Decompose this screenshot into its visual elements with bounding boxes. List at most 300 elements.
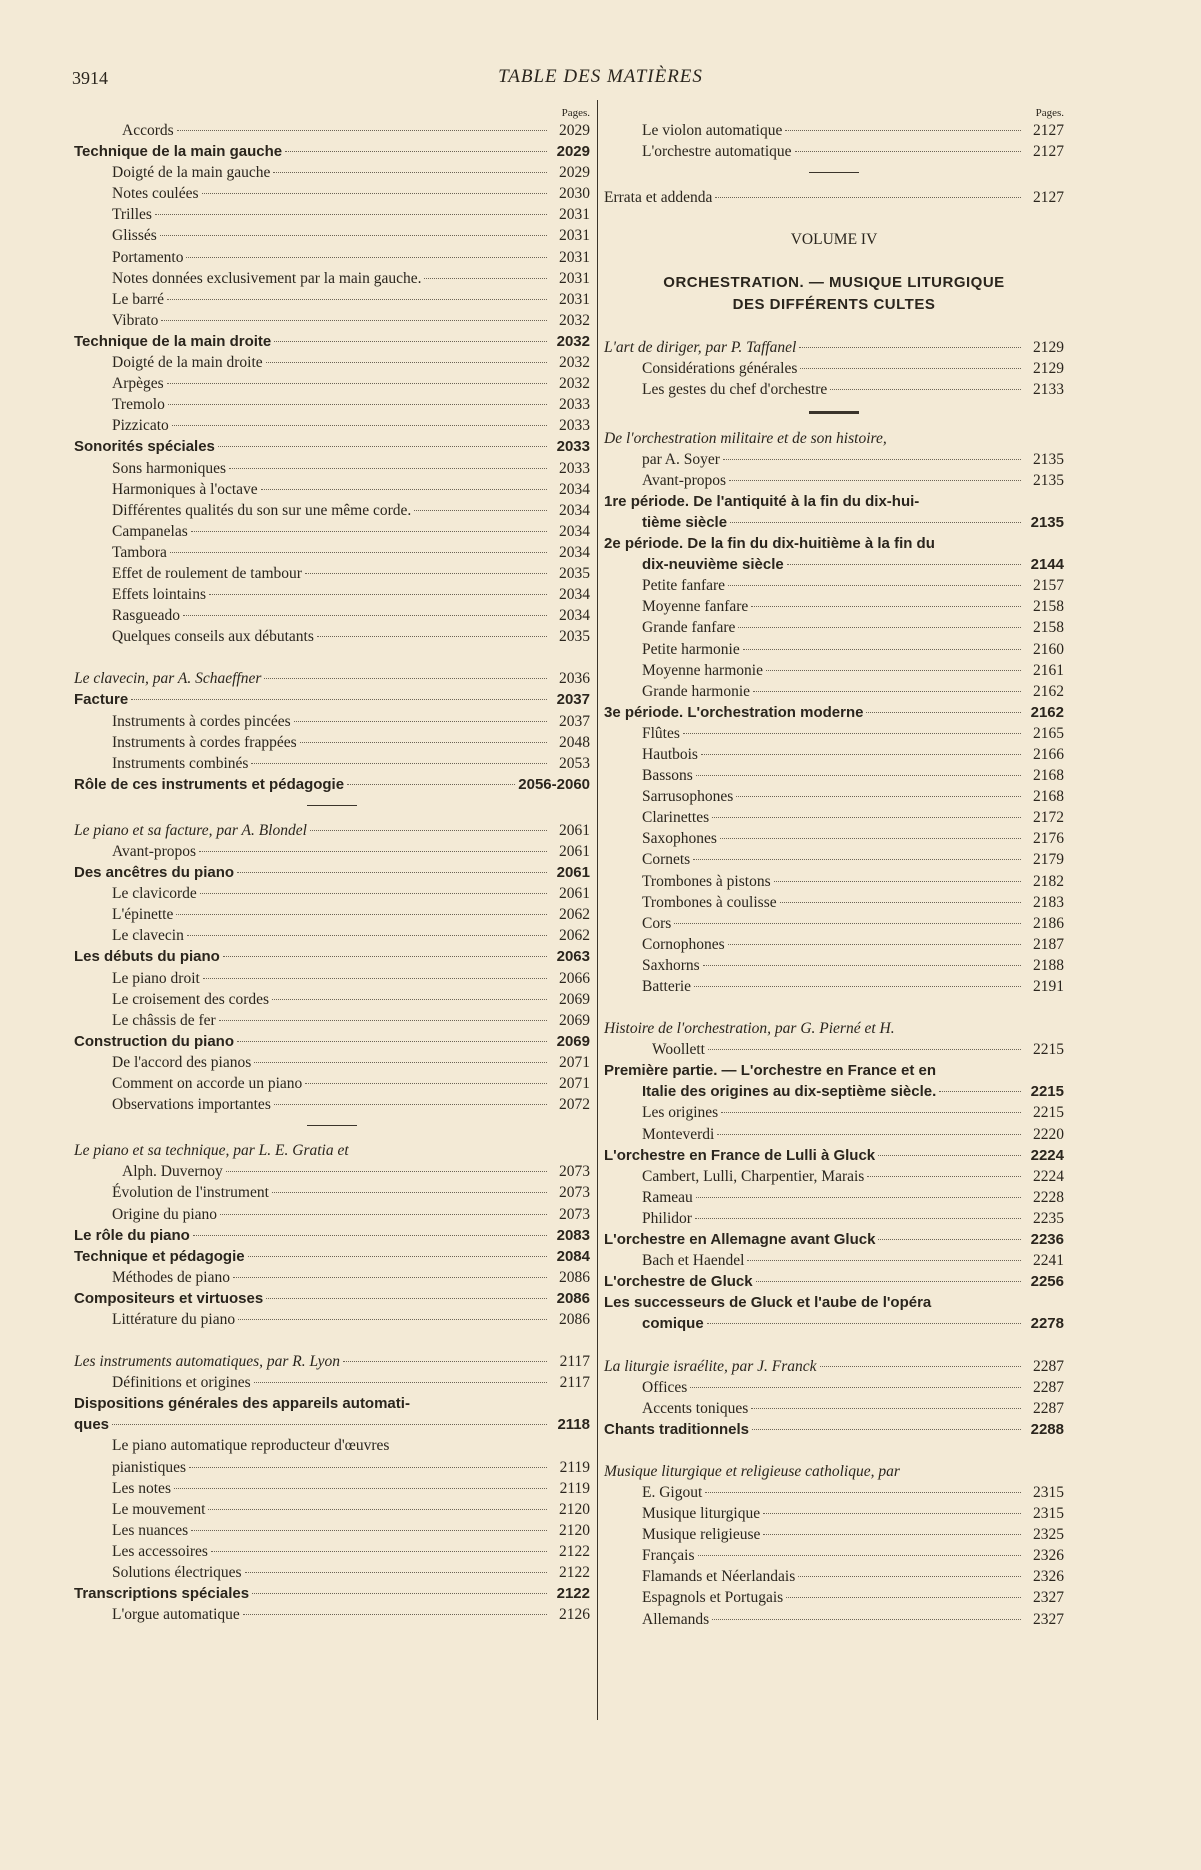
toc-entry: [74, 1562, 590, 1583]
entry-title: Saxhorns: [642, 956, 700, 974]
entry-page: 2083: [556, 1226, 590, 1244]
dot-leader: [254, 1062, 547, 1063]
entry-title: Espagnols et Portugais: [642, 1589, 784, 1607]
toc-entry: [604, 913, 1064, 934]
entry-page: 2029: [556, 143, 590, 161]
entry-page: 2162: [1033, 682, 1064, 700]
entry-page: 2037: [556, 691, 590, 709]
entry-page: 2061: [559, 885, 590, 903]
entry-title: Errata et addenda: [604, 189, 713, 207]
toc-entry-line: Les successeurs de Gluck et l'aube de l'opéra: [604, 1294, 932, 1312]
entry-page: 2063: [556, 948, 590, 966]
entry-title: Les nuances: [112, 1521, 189, 1539]
toc-entry: [604, 1250, 1064, 1271]
entry-page: 2241: [1033, 1252, 1064, 1270]
toc-entry-line: 2e période. De la fin du dix-huitième à la fin du: [604, 535, 935, 553]
entry-title: L'orgue automatique: [112, 1606, 240, 1624]
entry-page: 2287: [1033, 1399, 1064, 1417]
toc-entry: [604, 892, 1064, 913]
entry-page: 2135: [1030, 513, 1064, 531]
toc-entry: [604, 187, 1064, 208]
entry-title: Philidor: [642, 1209, 692, 1227]
entry-page: 2327: [1033, 1589, 1064, 1607]
entry-page: 2162: [1030, 703, 1064, 721]
dot-leader: [712, 817, 1021, 818]
entry-title: L'orchestre en Allemagne avant Gluck: [604, 1231, 876, 1249]
dot-leader: [751, 606, 1021, 607]
entry-page: 2086: [559, 1268, 590, 1286]
section-heading: ORCHESTRATION. — MUSIQUE LITURGIQUE: [663, 274, 1005, 292]
entry-title: Le piano et sa facture, par A. Blondel: [74, 821, 307, 839]
entry-title: Cornophones: [642, 935, 725, 953]
entry-title: Solutions électriques: [112, 1564, 242, 1581]
dot-leader: [243, 1614, 547, 1615]
toc-entry: [74, 753, 590, 774]
toc-entry: [604, 934, 1064, 955]
entry-title: Italie des origines au dix-septième siècle.: [642, 1083, 937, 1101]
dot-leader: [264, 678, 547, 679]
entry-title: 3e période. L'orchestration moderne: [604, 703, 864, 721]
entry-title: Le violon automatique: [642, 122, 783, 139]
toc-entry: [74, 1288, 590, 1309]
entry-page: 2127: [1033, 189, 1064, 207]
entry-title: Doigté de la main gauche: [112, 164, 271, 182]
dot-leader: [712, 1619, 1021, 1620]
entry-title: Le mouvement: [112, 1500, 206, 1518]
entry-title: Les instruments automatiques, par R. Lyon: [74, 1353, 341, 1371]
entry-page: 2122: [559, 1564, 590, 1581]
entry-page: 2158: [1033, 598, 1064, 616]
spacer: [604, 997, 1064, 1018]
dot-leader: [696, 775, 1021, 776]
toc-entry: [74, 841, 590, 862]
entry-page: 2165: [1033, 724, 1064, 742]
dot-leader: [112, 1424, 547, 1425]
toc-entry: [74, 394, 590, 415]
toc-entry: [74, 1478, 590, 1499]
entry-page: 2071: [559, 1053, 590, 1071]
toc-entry: [74, 1457, 590, 1478]
entry-page: 2056-2060: [518, 775, 590, 793]
entry-title: Glissés: [112, 227, 157, 245]
dot-leader: [266, 362, 547, 363]
toc-entry: [604, 1524, 1064, 1545]
spacer: [604, 1335, 1064, 1356]
dot-leader: [756, 1281, 1021, 1282]
entry-title: Construction du piano: [74, 1032, 234, 1050]
entry-title: Avant-propos: [642, 471, 727, 489]
dot-leader: [795, 151, 1021, 152]
entry-page: 2061: [556, 864, 590, 882]
dot-leader: [798, 1576, 1021, 1577]
entry-page: 2035: [559, 564, 590, 582]
dot-leader: [717, 1134, 1021, 1135]
entry-page: 2120: [559, 1521, 590, 1539]
toc-entry: [74, 774, 590, 795]
dot-leader: [200, 893, 547, 894]
entry-title: Français: [642, 1547, 695, 1565]
entry-title: Pizzicato: [112, 417, 169, 435]
dot-leader: [273, 172, 547, 173]
entry-title: Les gestes du chef d'orchestre: [642, 381, 828, 399]
entry-page: 2073: [559, 1184, 590, 1202]
toc-entry: [604, 807, 1064, 828]
section-heading: DES DIFFÉRENTS CULTES: [732, 296, 936, 314]
entry-page: 2032: [556, 332, 590, 350]
entry-page: 2158: [1033, 619, 1064, 637]
toc-entry: [604, 723, 1064, 744]
entry-title: Tambora: [112, 543, 167, 561]
dot-leader: [753, 691, 1021, 692]
entry-page: 2062: [559, 906, 590, 924]
entry-page: 2215: [1033, 1041, 1064, 1059]
entry-title: Offices: [642, 1378, 688, 1396]
toc-entry: [604, 828, 1064, 849]
dot-leader: [274, 341, 547, 342]
entry-title: Technique de la main droite: [74, 332, 272, 350]
entry-page: 2166: [1033, 745, 1064, 763]
toc-entry-line: Dispositions générales des appareils automati-: [74, 1395, 410, 1413]
dot-leader: [878, 1155, 1021, 1156]
entry-title: Hautbois: [642, 745, 698, 763]
dot-leader: [177, 130, 547, 131]
dot-leader: [414, 510, 547, 511]
toc-entry: [74, 204, 590, 225]
dot-leader: [226, 1171, 547, 1172]
entry-title: Le croisement des cordes: [112, 990, 270, 1008]
entry-title: Rasgueado: [112, 607, 181, 625]
toc-entry-line: Première partie. — L'orchestre en France et en: [604, 1062, 937, 1080]
entry-page: 2061: [559, 843, 590, 860]
toc-entry: [74, 500, 590, 521]
dot-leader: [707, 1323, 1021, 1324]
dot-leader: [343, 1361, 547, 1362]
dot-leader: [300, 742, 547, 743]
dot-leader: [723, 459, 1021, 460]
toc-entry: [74, 1010, 590, 1031]
entry-title: De l'accord des pianos: [112, 1053, 252, 1071]
entry-page: 2122: [556, 1585, 590, 1603]
toc-entry: [604, 1398, 1064, 1419]
entry-page: 2144: [1030, 556, 1064, 574]
toc-entry: [74, 479, 590, 500]
entry-page: 2086: [556, 1289, 590, 1307]
dot-leader: [223, 956, 547, 957]
toc-entry: [604, 1377, 1064, 1398]
entry-page: 2161: [1033, 661, 1064, 679]
dot-leader: [347, 784, 515, 785]
dot-leader: [786, 1597, 1021, 1598]
entry-page: 2325: [1033, 1526, 1064, 1544]
entry-page: 2069: [556, 1032, 590, 1050]
dot-leader: [266, 1298, 547, 1299]
toc-entry: [604, 702, 1064, 723]
toc-entry: [604, 849, 1064, 870]
toc-entry: [74, 458, 590, 479]
entry-page: 2117: [559, 1353, 590, 1371]
entry-title: ques: [74, 1416, 110, 1434]
entry-page: 2288: [1030, 1420, 1064, 1438]
dot-leader: [248, 1256, 547, 1257]
toc-entry: [604, 1356, 1064, 1377]
dot-leader: [747, 1260, 1021, 1261]
toc-entry: [74, 521, 590, 542]
entry-title: Le clavecin: [112, 927, 184, 945]
entry-title: Flamands et Néerlandais: [642, 1568, 796, 1586]
toc-entry: [604, 337, 1064, 358]
entry-page: 2072: [559, 1096, 590, 1114]
toc-entry: [74, 120, 590, 141]
dot-leader: [199, 851, 547, 852]
entry-page: 2278: [1030, 1315, 1064, 1333]
entry-title: Moyenne harmonie: [642, 661, 763, 679]
entry-title: La liturgie israélite, par J. Franck: [604, 1357, 817, 1375]
dot-leader: [785, 130, 1021, 131]
separator-rule: [809, 172, 859, 173]
spacer: [604, 1440, 1064, 1461]
toc-entry: [604, 1102, 1064, 1123]
toc-entry: [74, 732, 590, 753]
entry-title: Batterie: [642, 978, 692, 995]
entry-page: 2084: [556, 1247, 590, 1265]
dot-leader: [867, 1176, 1021, 1177]
spacer: [604, 316, 1064, 337]
dot-leader: [787, 564, 1021, 565]
entry-title: L'épinette: [112, 906, 174, 924]
toc-entry: [604, 1587, 1064, 1608]
dot-leader: [272, 1192, 547, 1193]
toc-entry: [74, 711, 590, 732]
entry-page: 2224: [1030, 1146, 1064, 1164]
entry-page: 2160: [1033, 640, 1064, 658]
entry-title: L'orchestre de Gluck: [604, 1273, 753, 1291]
entry-page: 2029: [559, 122, 590, 139]
dot-leader: [274, 1104, 547, 1105]
entry-page: 2071: [559, 1075, 590, 1093]
toc-entry: [74, 1073, 590, 1094]
separator-rule: [809, 411, 859, 414]
entry-title: Comment on accorde un piano: [112, 1075, 303, 1093]
toc-entry: [604, 1503, 1064, 1524]
entry-page: 2188: [1033, 956, 1064, 974]
entry-title: Des ancêtres du piano: [74, 864, 235, 882]
toc-entry: [604, 1271, 1064, 1292]
entry-page: 2127: [1033, 143, 1064, 161]
toc-entry: [74, 904, 590, 925]
dot-leader: [245, 1572, 547, 1573]
entry-title: Trombones à coulisse: [642, 893, 777, 911]
dot-leader: [238, 1319, 547, 1320]
dot-leader: [229, 468, 547, 469]
toc-entry: [74, 436, 590, 457]
toc-entry: [74, 1094, 590, 1115]
entry-page: 2031: [559, 290, 590, 308]
entry-page: 2069: [559, 990, 590, 1008]
column-divider: [597, 100, 598, 1720]
dot-leader: [294, 721, 547, 722]
entry-page: 2183: [1033, 893, 1064, 911]
toc-entry: [604, 470, 1064, 491]
entry-title: Alph. Duvernoy: [122, 1163, 223, 1181]
toc-entry: [604, 512, 1064, 533]
dot-leader: [690, 1387, 1021, 1388]
dot-leader: [939, 1091, 1021, 1092]
entry-page: 2224: [1033, 1167, 1064, 1185]
entry-title: Origine du piano: [112, 1205, 218, 1223]
page-number: 3914: [72, 68, 108, 88]
dot-leader: [766, 670, 1021, 671]
entry-page: 2327: [1033, 1610, 1064, 1628]
entry-page: 2031: [559, 227, 590, 245]
toc-entry: [74, 1583, 590, 1604]
toc-entry: [74, 1604, 590, 1625]
entry-page: 2034: [559, 543, 590, 561]
dot-leader: [752, 1429, 1021, 1430]
dot-leader: [237, 872, 547, 873]
entry-title: Notes données exclusivement par la main gauche.: [112, 269, 422, 287]
toc-entry: [74, 862, 590, 883]
entry-title: Accents toniques: [642, 1399, 749, 1417]
toc-column-right: [604, 106, 1064, 1630]
entry-title: Bach et Haendel: [642, 1252, 745, 1270]
entry-title: Musique religieuse: [642, 1526, 761, 1544]
dot-leader: [751, 1408, 1021, 1409]
spacer: [74, 647, 590, 668]
entry-title: Notes coulées: [112, 185, 199, 203]
dot-leader: [161, 320, 547, 321]
toc-entry: [604, 1482, 1064, 1503]
dot-leader: [729, 480, 1021, 481]
toc-entry: [604, 1208, 1064, 1229]
entry-title: E. Gigout: [642, 1483, 703, 1501]
dot-leader: [131, 699, 547, 700]
entry-title: Portamento: [112, 248, 184, 266]
toc-entry: [604, 955, 1064, 976]
entry-title: Le barré: [112, 290, 165, 308]
spacer: [74, 1330, 590, 1351]
dot-leader: [698, 1555, 1021, 1556]
dot-leader: [254, 1382, 547, 1383]
entry-page: 2287: [1033, 1357, 1064, 1375]
toc-entry: [74, 225, 590, 246]
toc-entry: [74, 1052, 590, 1073]
dot-leader: [272, 999, 547, 1000]
entry-title: Grande harmonie: [642, 682, 751, 700]
entry-title: Saxophones: [642, 830, 717, 848]
entry-title: Définitions et origines: [112, 1374, 251, 1392]
entry-page: 2066: [559, 969, 590, 987]
entry-title: Trilles: [112, 206, 152, 224]
entry-title: Arpèges: [112, 375, 164, 393]
entry-title: Tremolo: [112, 396, 165, 414]
entry-title: Instruments à cordes pincées: [112, 712, 291, 730]
dot-leader: [708, 1049, 1021, 1050]
toc-entry: [604, 358, 1064, 379]
entry-page: 2032: [559, 354, 590, 372]
entry-title: Instruments à cordes frappées: [112, 733, 297, 751]
entry-page: 2135: [1033, 471, 1064, 489]
dot-leader: [695, 1218, 1021, 1219]
toc-entry: [74, 883, 590, 904]
entry-title: Clarinettes: [642, 809, 710, 827]
dot-leader: [187, 935, 547, 936]
toc-entry: [604, 617, 1064, 638]
entry-title: Cors: [642, 914, 672, 932]
entry-page: 2036: [559, 670, 590, 688]
toc-entry: [604, 1081, 1064, 1102]
dot-leader: [780, 902, 1021, 903]
toc-entry: [74, 183, 590, 204]
dot-leader: [763, 1513, 1021, 1514]
entry-title: Trombones à pistons: [642, 872, 771, 890]
entry-page: 2215: [1033, 1104, 1064, 1122]
entry-page: 2048: [559, 733, 590, 751]
toc-entry: [74, 310, 590, 331]
dot-leader: [251, 763, 547, 764]
entry-page: 2129: [1033, 360, 1064, 378]
dot-leader: [189, 1467, 547, 1468]
toc-entry: [74, 668, 590, 689]
dot-leader: [305, 1083, 547, 1084]
toc-entry: [74, 415, 590, 436]
entry-title: Avant-propos: [112, 843, 197, 860]
entry-page: 2315: [1033, 1505, 1064, 1523]
entry-title: comique: [642, 1315, 704, 1333]
dot-leader: [736, 796, 1021, 797]
entry-title: Cornets: [642, 851, 691, 869]
entry-title: Le clavicorde: [112, 885, 197, 903]
dot-leader: [317, 636, 547, 637]
dot-leader: [186, 257, 547, 258]
pages-label: Pages.: [1035, 107, 1064, 119]
dot-leader: [728, 585, 1021, 586]
entry-title: Woollett: [652, 1041, 705, 1059]
toc-entry: [604, 1039, 1064, 1060]
entry-title: Chants traditionnels: [604, 1420, 750, 1438]
toc-entry: [74, 268, 590, 289]
entry-page: 2176: [1033, 830, 1064, 848]
entry-page: 2030: [559, 185, 590, 203]
entry-title: L'orchestre automatique: [642, 143, 792, 161]
dot-leader: [696, 1197, 1021, 1198]
entry-page: 2119: [559, 1479, 590, 1497]
toc-entry: [74, 584, 590, 605]
toc-entry: [74, 1267, 590, 1288]
entry-title: Évolution de l'instrument: [112, 1184, 269, 1202]
entry-page: 2228: [1033, 1188, 1064, 1206]
dot-leader: [305, 573, 547, 574]
toc-entry: [604, 1229, 1064, 1250]
entry-title: Campanelas: [112, 522, 188, 540]
entry-page: 2215: [1030, 1083, 1064, 1101]
entry-title: Technique de la main gauche: [74, 143, 283, 161]
toc-entry: [604, 1313, 1064, 1334]
entry-page: 2061: [559, 821, 590, 839]
entry-page: 2186: [1033, 914, 1064, 932]
toc-entry: [74, 1414, 590, 1435]
toc-entry: [74, 1499, 590, 1520]
section-heading: VOLUME IV: [790, 231, 878, 249]
entry-page: 2133: [1033, 381, 1064, 399]
entry-title: Les accessoires: [112, 1542, 208, 1560]
dot-leader: [191, 531, 547, 532]
toc-entry: [74, 1204, 590, 1225]
dot-leader: [160, 235, 547, 236]
entry-page: 2034: [559, 480, 590, 498]
dot-leader: [800, 368, 1021, 369]
entry-title: Les notes: [112, 1479, 171, 1497]
entry-page: 2069: [559, 1011, 590, 1029]
